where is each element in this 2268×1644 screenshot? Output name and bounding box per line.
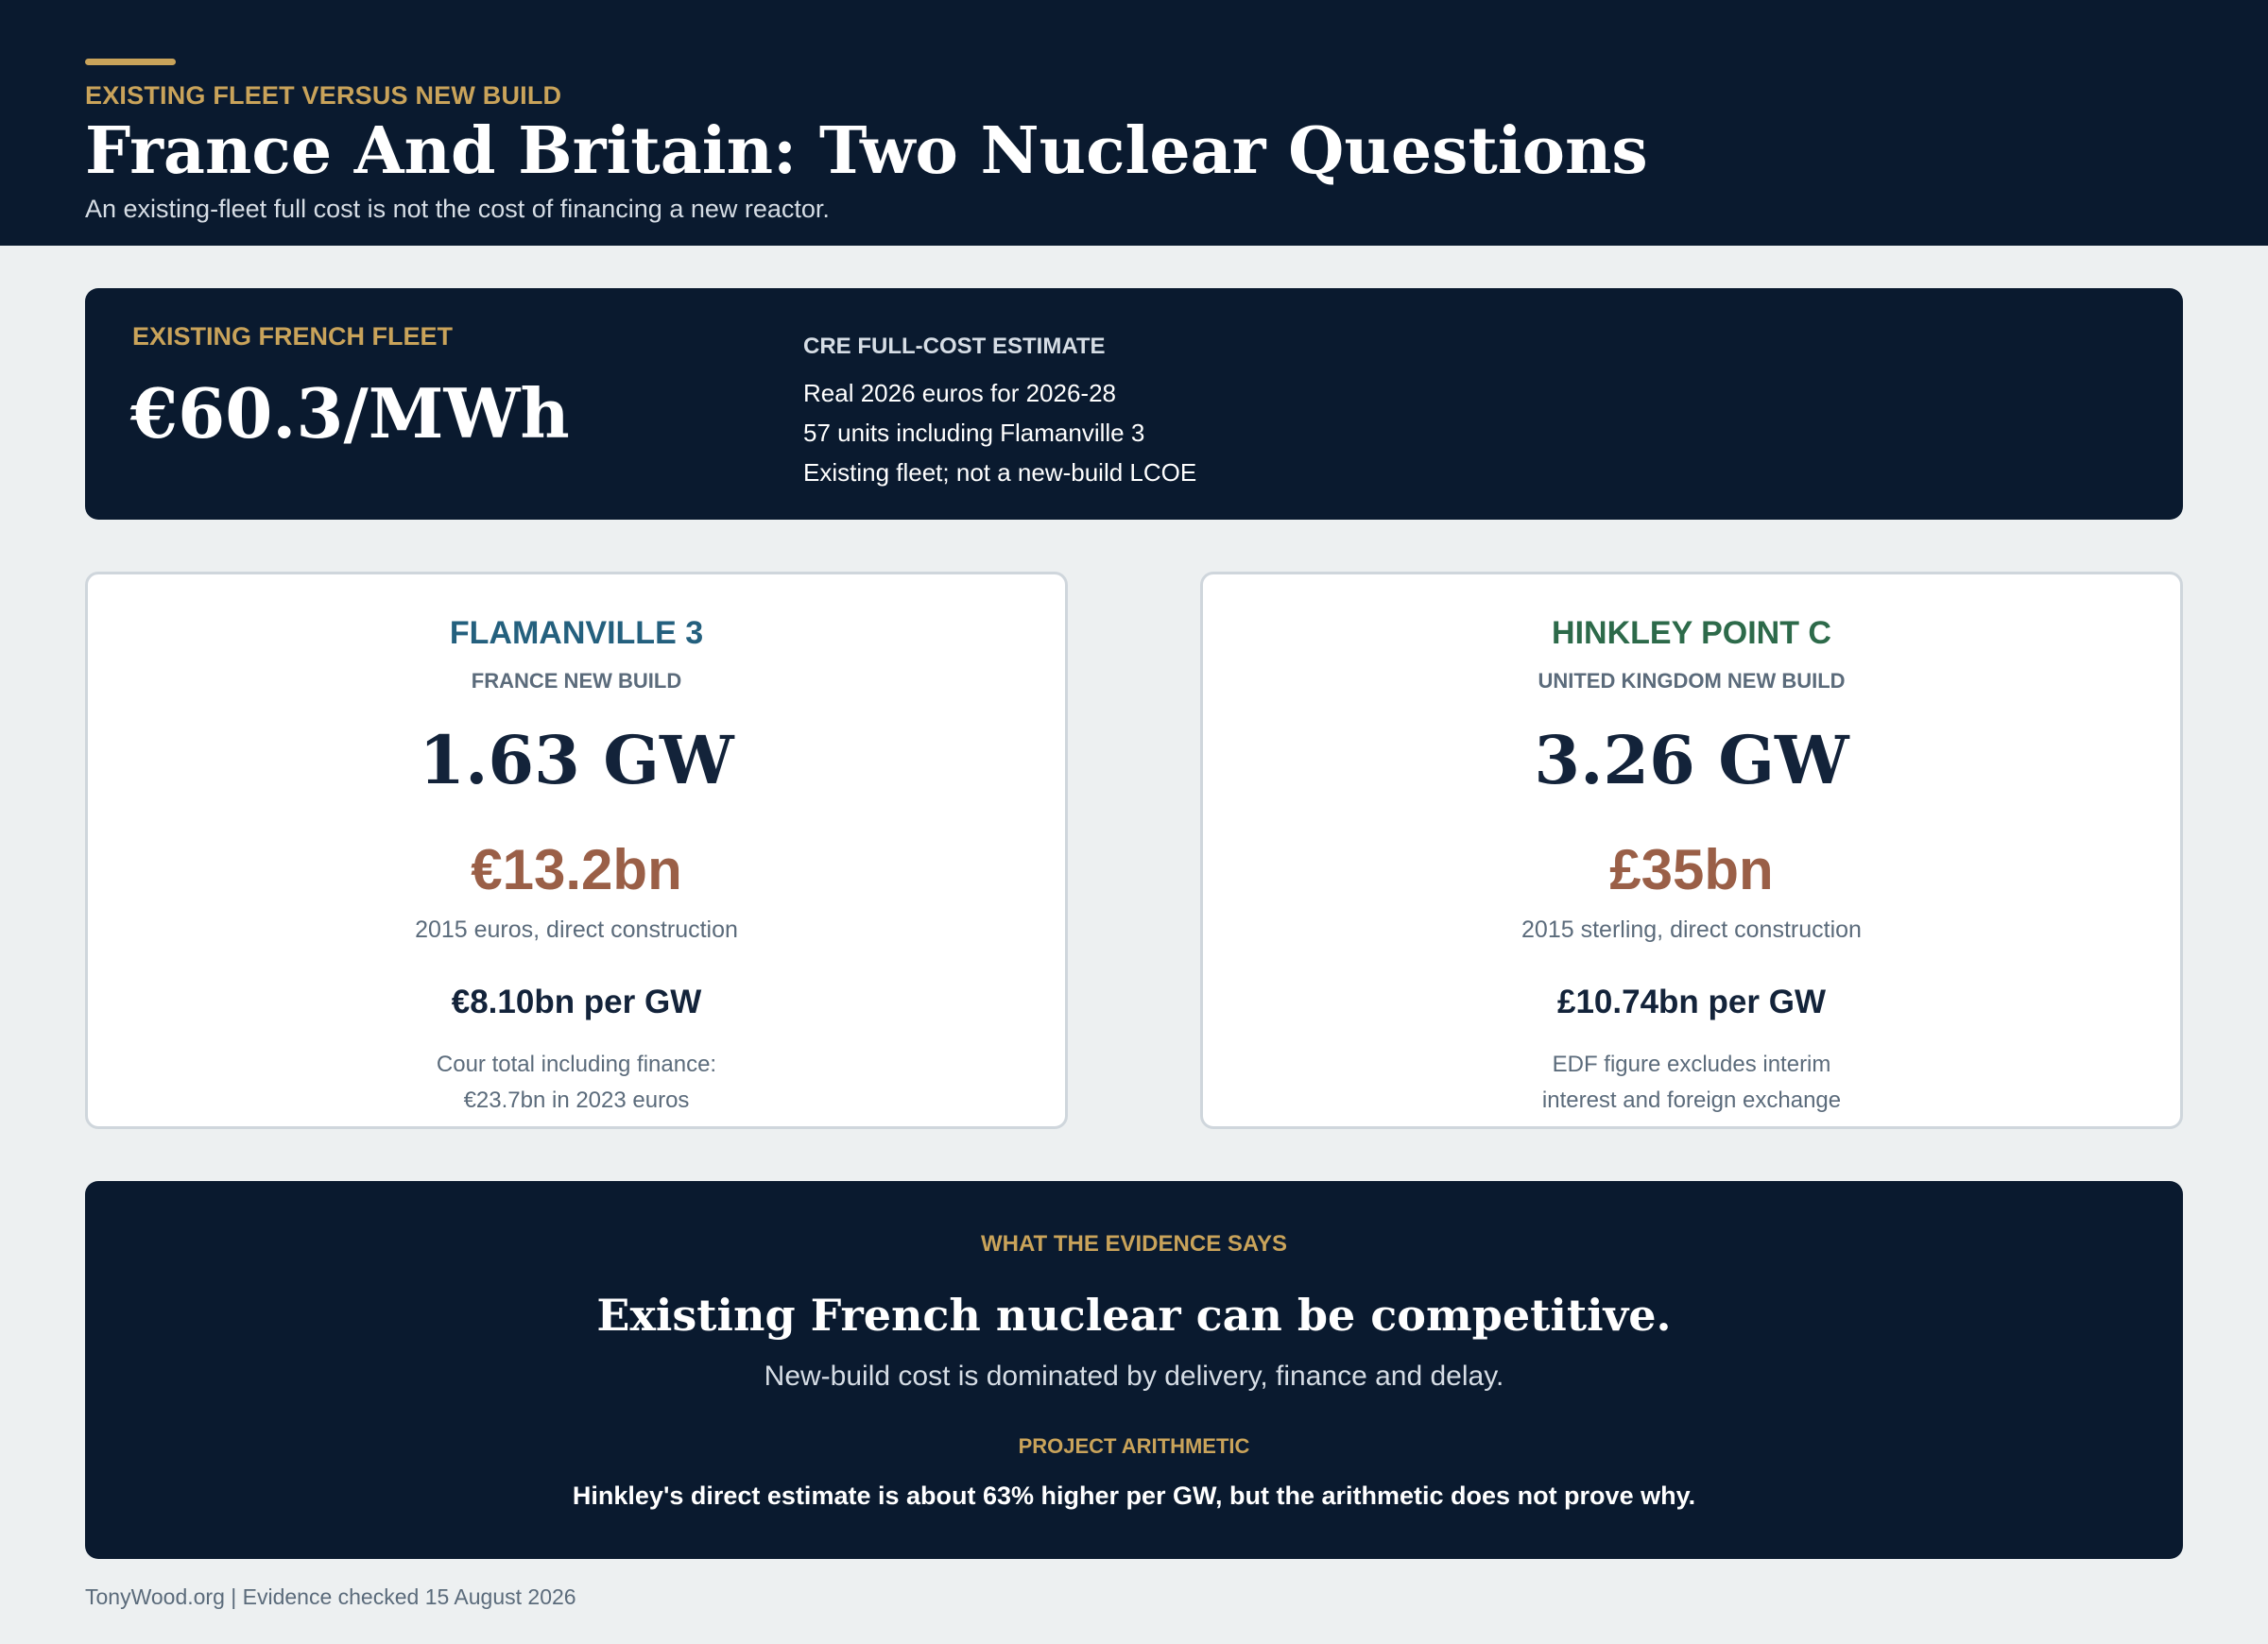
project-cost: €13.2bn [471,838,682,901]
project-cost-per-gw: €8.10bn per GW [451,984,702,1020]
project-note-line: Cour total including finance: [436,1052,717,1077]
estimate-line: 57 units including Flamanville 3 [803,419,1145,447]
evidence-panel [85,1181,2183,1559]
project-capacity: 1.63 GW [419,721,734,799]
project-subtitle: UNITED KINGDOM NEW BUILD [1538,669,1846,693]
project-cost: £35bn [1609,838,1774,901]
footer-credit: TonyWood.org | Evidence checked 15 August 2026 [85,1584,576,1609]
project-note-line: EDF figure excludes interim [1552,1052,1831,1077]
accent-bar [85,59,176,65]
project-capacity: 3.26 GW [1534,721,1849,799]
fleet-label: EXISTING FRENCH FLEET [132,322,454,351]
evidence-headline: Existing French nuclear can be competitive. [596,1290,1672,1341]
project-name: FLAMANVILLE 3 [449,615,704,651]
header-band [0,0,2268,246]
header-eyebrow: EXISTING FLEET VERSUS NEW BUILD [85,81,562,110]
evidence-label: WHAT THE EVIDENCE SAYS [980,1231,1288,1257]
project-card-hinkley [1200,572,2183,1129]
project-cost-per-gw: £10.74bn per GW [1557,984,1826,1020]
page-subtitle: An existing-fleet full cost is not the cost of financing a new reactor. [85,195,830,223]
arithmetic-text: Hinkley's direct estimate is about 63% higher per GW, but the arithmetic does not prove why. [572,1481,1696,1510]
estimate-line: Real 2026 euros for 2026-28 [803,379,1117,407]
estimate-line: Existing fleet; not a new-build LCOE [803,458,1197,487]
project-note [1203,1047,2180,1119]
estimate-title: CRE FULL-COST ESTIMATE [803,334,1106,359]
project-cost-basis: 2015 sterling, direct construction [1521,916,1862,943]
fleet-estimate [803,334,1196,492]
page-title: France And Britain: Two Nuclear Questions [85,113,1648,189]
arithmetic-label: PROJECT ARITHMETIC [1018,1434,1250,1458]
evidence-line: New-build cost is dominated by delivery, finance and delay. [764,1361,1504,1392]
project-note-line: €23.7bn in 2023 euros [463,1087,690,1113]
project-note-line: interest and foreign exchange [1541,1087,1842,1113]
fleet-panel [85,288,2183,520]
project-note [88,1047,1065,1119]
project-card-flamanville [85,572,1068,1129]
project-name: HINKLEY POINT C [1552,615,1831,651]
project-subtitle: FRANCE NEW BUILD [471,669,682,693]
project-cost-basis: 2015 euros, direct construction [415,916,738,943]
fleet-value: €60.3/MWh [130,373,570,454]
